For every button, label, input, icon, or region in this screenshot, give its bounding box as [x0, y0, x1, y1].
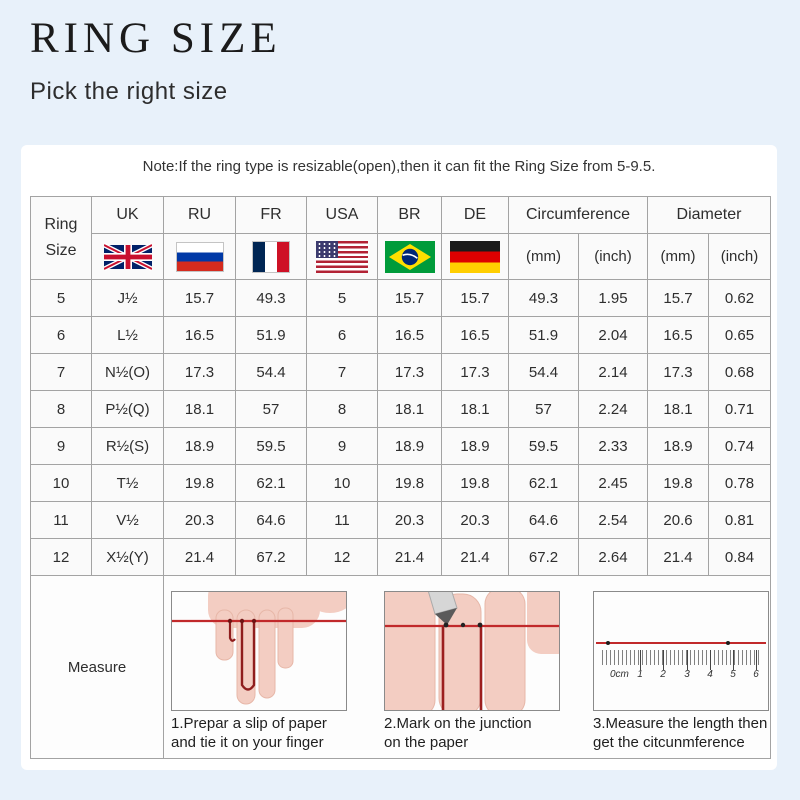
- table-cell: 18.9: [164, 428, 236, 465]
- table-cell: 21.4: [378, 539, 442, 576]
- ruler-major-tick: [733, 650, 734, 670]
- table-row: [31, 354, 771, 391]
- table-cell: 18.1: [378, 391, 442, 428]
- table-cell: 11: [31, 502, 92, 539]
- ring-size-header-line2: Size: [45, 242, 77, 259]
- table-cell: 8: [307, 391, 378, 428]
- measure-step1-caption: [171, 715, 371, 753]
- table-cell: 21.4: [442, 539, 509, 576]
- table-cell: X½(Y): [92, 539, 164, 576]
- table-cell: 7: [31, 354, 92, 391]
- table-cell: 67.2: [509, 539, 579, 576]
- ruler-label: 3: [684, 669, 690, 680]
- ring-size-table: [30, 196, 771, 759]
- string-on-ruler: [596, 642, 766, 644]
- table-header-row-1: [31, 197, 771, 234]
- ruler-major-tick: [710, 650, 711, 670]
- table-cell: 2.54: [579, 502, 648, 539]
- measure-step2-caption: [384, 715, 584, 753]
- col-header-de: DE: [442, 197, 509, 234]
- de-flag-icon: [450, 241, 500, 273]
- table-cell: 0.65: [709, 317, 771, 354]
- fr-flag-cell: [236, 234, 307, 280]
- resizable-note: Note:If the ring type is resizable(open),then it can fit the Ring Size from 5-9.5.: [142, 158, 656, 175]
- table-row: [31, 539, 771, 576]
- usa-flag-cell: [307, 234, 378, 280]
- table-cell: 6: [307, 317, 378, 354]
- table-cell: 15.7: [442, 280, 509, 317]
- table-cell: 18.9: [442, 428, 509, 465]
- table-cell: 0.74: [709, 428, 771, 465]
- table-cell: 2.33: [579, 428, 648, 465]
- hand-with-string-illustration: [172, 592, 346, 710]
- table-cell: 8: [31, 391, 92, 428]
- table-cell: 17.3: [164, 354, 236, 391]
- table-cell: 18.1: [164, 391, 236, 428]
- table-cell: 21.4: [648, 539, 709, 576]
- table-cell: 49.3: [509, 280, 579, 317]
- table-cell: 54.4: [509, 354, 579, 391]
- table-cell: 64.6: [236, 502, 307, 539]
- table-cell: 2.24: [579, 391, 648, 428]
- table-cell: P½(Q): [92, 391, 164, 428]
- col-header-ru: RU: [164, 197, 236, 234]
- table-cell: T½: [92, 465, 164, 502]
- table-cell: 59.5: [509, 428, 579, 465]
- string-mark-end: [726, 641, 730, 645]
- ring-size-header: [31, 197, 92, 280]
- measure-row: [31, 576, 771, 759]
- table-cell: 5: [31, 280, 92, 317]
- table-cell: 16.5: [378, 317, 442, 354]
- table-cell: 20.6: [648, 502, 709, 539]
- step2-caption-line1: 2.Mark on the junction: [384, 715, 532, 732]
- table-cell: 19.8: [164, 465, 236, 502]
- table-cell: N½(O): [92, 354, 164, 391]
- table-cell: 17.3: [648, 354, 709, 391]
- measure-step3-caption: [593, 715, 771, 753]
- table-cell: 64.6: [509, 502, 579, 539]
- table-cell: 19.8: [442, 465, 509, 502]
- table-cell: 20.3: [442, 502, 509, 539]
- table-cell: 19.8: [648, 465, 709, 502]
- uk-flag-cell: [92, 234, 164, 280]
- table-cell: 5: [307, 280, 378, 317]
- ru-flag-cell: [164, 234, 236, 280]
- table-cell: 0.78: [709, 465, 771, 502]
- col-header-circumference: Circumference: [509, 197, 648, 234]
- table-cell: 10: [307, 465, 378, 502]
- table-cell: 0.62: [709, 280, 771, 317]
- table-cell: 20.3: [164, 502, 236, 539]
- table-row: [31, 465, 771, 502]
- br-flag-icon: [385, 241, 435, 273]
- table-row: [31, 391, 771, 428]
- table-row: [31, 502, 771, 539]
- table-cell: 9: [307, 428, 378, 465]
- table-header-row-2: [31, 234, 771, 280]
- table-cell: L½: [92, 317, 164, 354]
- table-cell: 2.45: [579, 465, 648, 502]
- table-cell: R½(S): [92, 428, 164, 465]
- diameter-inch-header: (inch): [709, 234, 771, 280]
- ruler-major-tick: [640, 650, 641, 670]
- table-cell: 17.3: [442, 354, 509, 391]
- table-cell: 1.95: [579, 280, 648, 317]
- table-cell: 59.5: [236, 428, 307, 465]
- measure-step2-image: [384, 591, 560, 711]
- table-cell: 20.3: [378, 502, 442, 539]
- ruler-illustration: [594, 592, 768, 710]
- table-cell: 19.8: [378, 465, 442, 502]
- table-cell: 18.1: [648, 391, 709, 428]
- step2-caption-line2: on the paper: [384, 733, 469, 751]
- ruler-major-tick: [663, 650, 664, 670]
- col-header-uk: UK: [92, 197, 164, 234]
- table-cell: 0.71: [709, 391, 771, 428]
- table-cell: 57: [509, 391, 579, 428]
- table-cell: 15.7: [164, 280, 236, 317]
- table-cell: 12: [31, 539, 92, 576]
- table-cell: 49.3: [236, 280, 307, 317]
- step1-caption-line1: 1.Prepar a slip of paper: [171, 715, 327, 732]
- table-cell: 6: [31, 317, 92, 354]
- table-cell: 0.84: [709, 539, 771, 576]
- table-cell: 57: [236, 391, 307, 428]
- step3-caption-line2: get the citcunmference: [593, 733, 745, 751]
- table-cell: 21.4: [164, 539, 236, 576]
- table-cell: 18.9: [648, 428, 709, 465]
- measure-step3-image: [593, 591, 769, 711]
- table-row: [31, 280, 771, 317]
- table-cell: 62.1: [509, 465, 579, 502]
- ruler-label: 5: [730, 669, 736, 680]
- table-cell: V½: [92, 502, 164, 539]
- measure-step1-image: [171, 591, 347, 711]
- ruler-major-tick: [687, 650, 688, 670]
- table-cell: 15.7: [648, 280, 709, 317]
- table-cell: 54.4: [236, 354, 307, 391]
- table-cell: 51.9: [509, 317, 579, 354]
- measure-label: Measure: [31, 576, 164, 759]
- table-row: [31, 428, 771, 465]
- table-cell: 16.5: [648, 317, 709, 354]
- ruler-label: 1: [637, 669, 643, 680]
- circumference-inch-header: (inch): [579, 234, 648, 280]
- table-cell: 0.68: [709, 354, 771, 391]
- col-header-fr: FR: [236, 197, 307, 234]
- table-cell: 16.5: [164, 317, 236, 354]
- table-cell: 18.1: [442, 391, 509, 428]
- table-cell: 11: [307, 502, 378, 539]
- string-mark-start: [606, 641, 610, 645]
- table-cell: 7: [307, 354, 378, 391]
- table-cell: 2.04: [579, 317, 648, 354]
- table-cell: 18.9: [378, 428, 442, 465]
- fr-flag-icon: [252, 241, 290, 273]
- table-cell: 51.9: [236, 317, 307, 354]
- table-cell: 2.64: [579, 539, 648, 576]
- table-cell: 2.14: [579, 354, 648, 391]
- step1-caption-line2: and tie it on your finger: [171, 733, 324, 751]
- usa-flag-canton: [316, 241, 338, 258]
- ruler-label: 6: [753, 669, 759, 680]
- table-cell: 62.1: [236, 465, 307, 502]
- table-cell: J½: [92, 280, 164, 317]
- table-cell: 67.2: [236, 539, 307, 576]
- table-cell: 12: [307, 539, 378, 576]
- table-cell: 0.81: [709, 502, 771, 539]
- page-title: RING SIZE: [30, 15, 282, 62]
- uk-flag-icon: [104, 241, 152, 273]
- step3-caption-line1: 3.Measure the length then: [593, 715, 768, 732]
- ruler-label: 2: [660, 669, 666, 680]
- page-subtitle: Pick the right size: [30, 78, 228, 105]
- col-header-usa: USA: [307, 197, 378, 234]
- table-cell: 17.3: [378, 354, 442, 391]
- table-cell: 10: [31, 465, 92, 502]
- usa-flag-icon: [316, 241, 368, 273]
- ruler-label: 4: [707, 669, 713, 680]
- marking-junction-illustration: [385, 592, 559, 710]
- measure-steps-container: [164, 576, 770, 758]
- table-cell: 15.7: [378, 280, 442, 317]
- col-header-br: BR: [378, 197, 442, 234]
- size-chart-card: [21, 145, 777, 770]
- measure-steps-cell: [164, 576, 771, 759]
- ru-flag-icon: [176, 242, 224, 272]
- table-row: [31, 317, 771, 354]
- ring-size-header-line1: Ring: [44, 216, 78, 234]
- table-cell: 16.5: [442, 317, 509, 354]
- ruler-tick-band: [602, 650, 760, 665]
- table-cell: 9: [31, 428, 92, 465]
- ruler-major-tick: [756, 650, 757, 670]
- col-header-diameter: Diameter: [648, 197, 771, 234]
- diameter-mm-header: (mm): [648, 234, 709, 280]
- de-flag-cell: [442, 234, 509, 280]
- ruler-label: 0cm: [610, 669, 629, 680]
- br-flag-cell: [378, 234, 442, 280]
- circumference-mm-header: (mm): [509, 234, 579, 280]
